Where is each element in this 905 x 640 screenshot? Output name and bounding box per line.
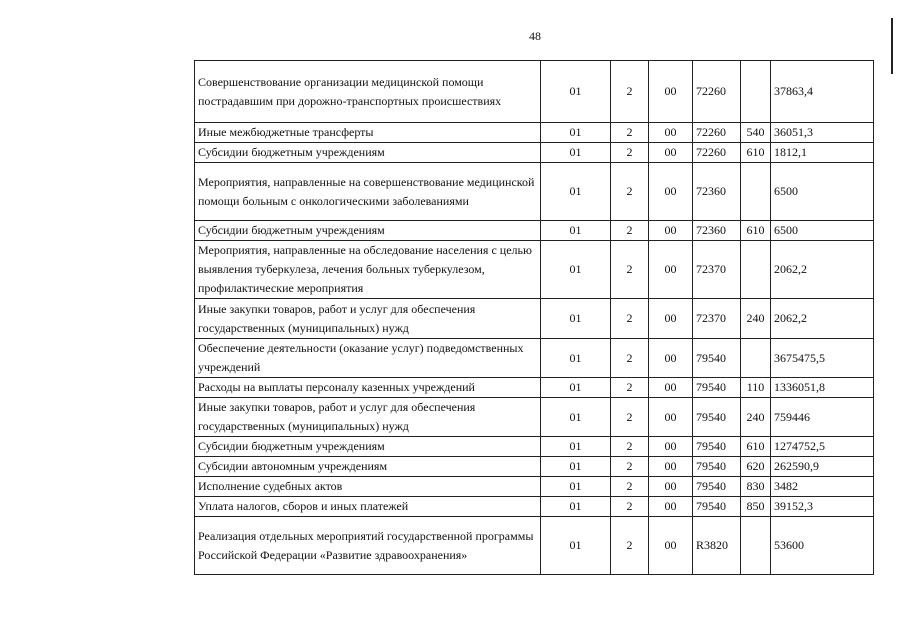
- amount-cell: 3482: [771, 477, 874, 497]
- code-cell: [741, 517, 771, 575]
- code-cell: 2: [611, 477, 649, 497]
- code-cell: 110: [741, 378, 771, 398]
- code-cell: 01: [541, 517, 611, 575]
- code-cell: 72370: [693, 241, 741, 299]
- code-cell: 850: [741, 497, 771, 517]
- table-row: [195, 497, 874, 517]
- code-cell: 01: [541, 61, 611, 123]
- code-cell: 72370: [693, 299, 741, 339]
- code-cell: 00: [649, 378, 693, 398]
- code-cell: 01: [541, 143, 611, 163]
- code-cell: 2: [611, 497, 649, 517]
- amount-cell: 1274752,5: [771, 437, 874, 457]
- row-name: Уплата налогов, сборов и иных платежей: [195, 497, 541, 517]
- code-cell: 72360: [693, 163, 741, 221]
- code-cell: 72260: [693, 61, 741, 123]
- code-cell: 2: [611, 123, 649, 143]
- code-cell: 2: [611, 437, 649, 457]
- code-cell: 620: [741, 457, 771, 477]
- code-cell: 2: [611, 143, 649, 163]
- table-row: [195, 378, 874, 398]
- code-cell: 79540: [693, 477, 741, 497]
- table-row: [195, 61, 874, 123]
- code-cell: 610: [741, 221, 771, 241]
- code-cell: 240: [741, 299, 771, 339]
- amount-cell: 53600: [771, 517, 874, 575]
- edge-mark: [891, 18, 893, 74]
- code-cell: 00: [649, 143, 693, 163]
- budget-table: [194, 60, 874, 575]
- amount-cell: 2062,2: [771, 241, 874, 299]
- amount-cell: 39152,3: [771, 497, 874, 517]
- code-cell: 01: [541, 477, 611, 497]
- row-name: Мероприятия, направленные на обследование населения с целью выявления туберкулеза, лечения больных туберкулезом, профилактические мероприятия: [195, 241, 541, 299]
- code-cell: 00: [649, 61, 693, 123]
- row-name: Субсидии бюджетным учреждениям: [195, 437, 541, 457]
- code-cell: 00: [649, 517, 693, 575]
- amount-cell: 1336051,8: [771, 378, 874, 398]
- table-row: [195, 163, 874, 221]
- code-cell: 00: [649, 221, 693, 241]
- code-cell: 00: [649, 437, 693, 457]
- amount-cell: 6500: [771, 221, 874, 241]
- code-cell: 00: [649, 123, 693, 143]
- code-cell: 00: [649, 457, 693, 477]
- row-name: Субсидии автономным учреждениям: [195, 457, 541, 477]
- code-cell: 540: [741, 123, 771, 143]
- code-cell: [741, 339, 771, 378]
- code-cell: 01: [541, 497, 611, 517]
- row-name: Субсидии бюджетным учреждениям: [195, 221, 541, 241]
- code-cell: 01: [541, 299, 611, 339]
- row-name: Мероприятия, направленные на совершенствование медицинской помощи больным с онкологическими заболеваниями: [195, 163, 541, 221]
- code-cell: 2: [611, 517, 649, 575]
- code-cell: 00: [649, 299, 693, 339]
- code-cell: 01: [541, 437, 611, 457]
- row-name: Субсидии бюджетным учреждениям: [195, 143, 541, 163]
- code-cell: 01: [541, 163, 611, 221]
- code-cell: 01: [541, 398, 611, 437]
- code-cell: 79540: [693, 339, 741, 378]
- row-name: Иные закупки товаров, работ и услуг для обеспечения государственных (муниципальных) нужд: [195, 299, 541, 339]
- code-cell: 00: [649, 163, 693, 221]
- code-cell: 2: [611, 241, 649, 299]
- code-cell: 240: [741, 398, 771, 437]
- code-cell: 00: [649, 477, 693, 497]
- code-cell: 2: [611, 163, 649, 221]
- code-cell: 01: [541, 221, 611, 241]
- code-cell: 79540: [693, 437, 741, 457]
- code-cell: 01: [541, 339, 611, 378]
- row-name: Иные закупки товаров, работ и услуг для обеспечения государственных (муниципальных) нужд: [195, 398, 541, 437]
- code-cell: 2: [611, 61, 649, 123]
- amount-cell: 262590,9: [771, 457, 874, 477]
- code-cell: 01: [541, 123, 611, 143]
- code-cell: 79540: [693, 457, 741, 477]
- code-cell: 00: [649, 241, 693, 299]
- code-cell: 72260: [693, 123, 741, 143]
- amount-cell: 6500: [771, 163, 874, 221]
- table-row: [195, 221, 874, 241]
- row-name: Иные межбюджетные трансферты: [195, 123, 541, 143]
- table-row: [195, 241, 874, 299]
- row-name: Исполнение судебных актов: [195, 477, 541, 497]
- code-cell: 2: [611, 398, 649, 437]
- code-cell: 72360: [693, 221, 741, 241]
- table-row: [195, 457, 874, 477]
- code-cell: 2: [611, 221, 649, 241]
- code-cell: [741, 163, 771, 221]
- code-cell: 79540: [693, 378, 741, 398]
- table-row: [195, 123, 874, 143]
- code-cell: 610: [741, 437, 771, 457]
- code-cell: 00: [649, 398, 693, 437]
- code-cell: 79540: [693, 398, 741, 437]
- code-cell: 01: [541, 457, 611, 477]
- row-name: Совершенствование организации медицинской помощи пострадавшим при дорожно-транспортных происшествиях: [195, 61, 541, 123]
- table-row: [195, 299, 874, 339]
- row-name: Реализация отдельных мероприятий государственной программы Российской Федерации «Развитие здравоохранения»: [195, 517, 541, 575]
- amount-cell: 36051,3: [771, 123, 874, 143]
- code-cell: 2: [611, 378, 649, 398]
- code-cell: 00: [649, 497, 693, 517]
- row-name: Обеспечение деятельности (оказание услуг) подведомственных учреждений: [195, 339, 541, 378]
- table-row: [195, 143, 874, 163]
- code-cell: 2: [611, 299, 649, 339]
- code-cell: 01: [541, 241, 611, 299]
- code-cell: 72260: [693, 143, 741, 163]
- code-cell: 00: [649, 339, 693, 378]
- row-name: Расходы на выплаты персоналу казенных учреждений: [195, 378, 541, 398]
- table-row: [195, 437, 874, 457]
- amount-cell: 37863,4: [771, 61, 874, 123]
- page-number: 48: [529, 29, 541, 43]
- code-cell: 01: [541, 378, 611, 398]
- table-row: [195, 517, 874, 575]
- amount-cell: 1812,1: [771, 143, 874, 163]
- code-cell: [741, 61, 771, 123]
- code-cell: 610: [741, 143, 771, 163]
- code-cell: 830: [741, 477, 771, 497]
- amount-cell: 2062,2: [771, 299, 874, 339]
- code-cell: R3820: [693, 517, 741, 575]
- table-row: [195, 477, 874, 497]
- amount-cell: 3675475,5: [771, 339, 874, 378]
- table-row: [195, 398, 874, 437]
- code-cell: 2: [611, 339, 649, 378]
- code-cell: 79540: [693, 497, 741, 517]
- amount-cell: 759446: [771, 398, 874, 437]
- table-row: [195, 339, 874, 378]
- code-cell: [741, 241, 771, 299]
- code-cell: 2: [611, 457, 649, 477]
